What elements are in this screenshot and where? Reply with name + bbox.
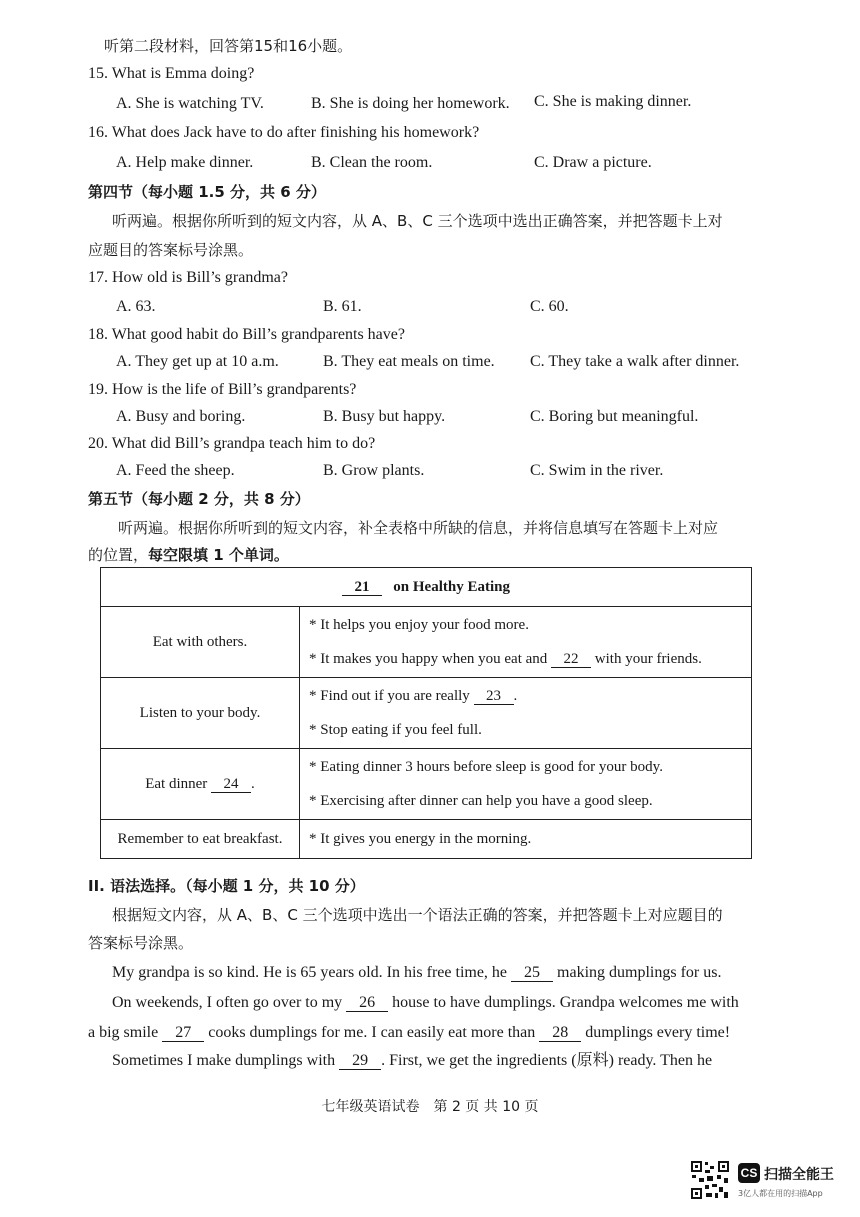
option-20a: A. Feed the sheep. <box>116 462 235 479</box>
blank-27: 27 <box>162 1025 204 1042</box>
row-2-content <box>300 678 752 749</box>
section-5-heading: 第五节（每小题 2 分，共 8 分） <box>88 490 310 508</box>
passage-line-4 <box>112 1051 712 1071</box>
page-footer: 七年级英语试卷 第 2 页 共 10 页 <box>321 1099 539 1115</box>
qr-code-icon <box>690 1160 730 1200</box>
row-3-label-text: Eat dinner <box>145 775 208 792</box>
blank-21: 21 <box>342 579 382 596</box>
blank-22: 22 <box>551 651 591 668</box>
section-4-instruction-cont: 应题目的答案标号涂黑。 <box>88 241 254 259</box>
question-17: 17. How old is Bill’s grandma? <box>88 269 288 286</box>
blank-28: 28 <box>539 1025 581 1042</box>
passage-text: My grandpa is so kind. He is 65 years old. In his free time, he <box>112 964 508 981</box>
option-17b: B. 61. <box>323 298 362 315</box>
row-2-line-2: * Stop eating if you feel full. <box>309 722 482 738</box>
option-16b: B. Clean the room. <box>311 154 433 171</box>
section-4-heading: 第四节（每小题 1.5 分，共 6 分） <box>88 183 326 201</box>
option-19a: A. Busy and boring. <box>116 408 246 425</box>
section-5-instruction: 听两遍。根据你所听到的短文内容，补全表格中所缺的信息，并将信息填写在答题卡上对应 <box>118 519 719 537</box>
passage-text: . First, we get the ingredients (原料) ready. Then he <box>381 1052 713 1069</box>
blank-29: 29 <box>339 1053 381 1070</box>
row-1-line-1: * It helps you enjoy your food more. <box>309 617 529 633</box>
blank-26: 26 <box>346 995 388 1012</box>
instruction-emphasis: 每空限填 1 个单词。 <box>148 546 289 564</box>
row-3-label <box>101 749 300 820</box>
option-20b: B. Grow plants. <box>323 462 425 479</box>
row-3-content <box>300 749 752 820</box>
row-1-line-2-end: with your friends. <box>594 651 702 667</box>
passage-text: dumplings every time! <box>585 1024 731 1041</box>
question-15: 15. What is Emma doing? <box>88 65 255 82</box>
row-4-line-1: * It gives you energy in the morning. <box>309 831 532 847</box>
option-19c: C. Boring but meaningful. <box>530 408 699 425</box>
passage-text: On weekends, I often go over to my <box>112 994 343 1011</box>
question-20: 20. What did Bill’s grandpa teach him to do? <box>88 435 376 452</box>
row-2-line-1 <box>301 679 750 713</box>
option-17a: A. 63. <box>116 298 156 315</box>
option-18b: B. They eat meals on time. <box>323 353 495 370</box>
option-17c: C. 60. <box>530 298 569 315</box>
blank-24: 24 <box>211 776 251 793</box>
section-5-instruction-cont <box>88 545 289 565</box>
passage-text: Sometimes I make dumplings with <box>112 1052 336 1069</box>
row-3-label-end: . <box>251 775 255 792</box>
option-19b: B. Busy but happy. <box>323 408 446 425</box>
blank-23: 23 <box>474 688 514 705</box>
instruction-text: 的位置， <box>88 546 149 564</box>
section-4-instruction: 听两遍。根据你所听到的短文内容，从 A、B、C 三个选项中选出正确答案，并把答题卡上对 <box>112 212 723 230</box>
section-II-heading: II. 语法选择。（每小题 1 分，共 10 分） <box>88 877 365 895</box>
healthy-eating-table <box>100 567 752 859</box>
option-16c: C. Draw a picture. <box>534 154 652 171</box>
row-4-content <box>300 820 752 859</box>
row-1-label: Eat with others. <box>101 607 300 678</box>
question-18: 18. What good habit do Bill’s grandparents have? <box>88 326 405 343</box>
row-1-content <box>300 607 752 678</box>
question-16: 16. What does Jack have to do after finishing his homework? <box>88 124 480 141</box>
section-intro: 听第二段材料，回答第15和16小题。 <box>104 37 353 55</box>
passage-text: making dumplings for us. <box>557 964 722 981</box>
row-2-line-1-text: * Find out if you are really <box>309 688 470 704</box>
section-II-instruction: 根据短文内容，从 A、B、C 三个选项中选出一个语法正确的答案，并把答题卡上对应题目的 <box>112 906 723 924</box>
scanner-app-name: 扫描全能王 <box>764 1167 834 1183</box>
option-15c: C. She is making dinner. <box>534 93 692 110</box>
passage-text: cooks dumplings for me. I can easily eat more than <box>208 1024 536 1041</box>
passage-line-3 <box>88 1023 730 1043</box>
row-1-line-2 <box>301 642 750 676</box>
option-18c: C. They take a walk after dinner. <box>530 353 740 370</box>
section-II-instruction-cont: 答案标号涂黑。 <box>88 934 194 952</box>
question-19: 19. How is the life of Bill’s grandparents? <box>88 381 357 398</box>
row-4-label: Remember to eat breakfast. <box>101 820 300 859</box>
table-title-text: on Healthy Eating <box>393 578 510 595</box>
row-2-line-1-end: . <box>513 688 518 704</box>
row-3-line-1: * Eating dinner 3 hours before sleep is good for your body. <box>309 759 663 775</box>
row-2-label: Listen to your body. <box>101 678 300 749</box>
option-16a: A. Help make dinner. <box>116 154 254 171</box>
passage-text: house to have dumplings. Grandpa welcomes me with <box>392 994 739 1011</box>
scanner-logo: CS <box>738 1163 760 1183</box>
passage-text: a big smile <box>88 1024 159 1041</box>
blank-25: 25 <box>511 965 553 982</box>
option-15a: A. She is watching TV. <box>116 95 264 112</box>
option-15b: B. She is doing her homework. <box>311 95 510 112</box>
passage-line-2 <box>112 993 739 1013</box>
scanner-tagline: 3亿人都在用的扫描App <box>738 1189 823 1198</box>
row-1-line-2-text: * It makes you happy when you eat and <box>309 651 548 667</box>
table-title <box>101 568 752 607</box>
passage-line-1 <box>112 963 721 983</box>
option-18a: A. They get up at 10 a.m. <box>116 353 279 370</box>
row-3-line-2: * Exercising after dinner can help you have a good sleep. <box>309 793 653 809</box>
option-20c: C. Swim in the river. <box>530 462 664 479</box>
